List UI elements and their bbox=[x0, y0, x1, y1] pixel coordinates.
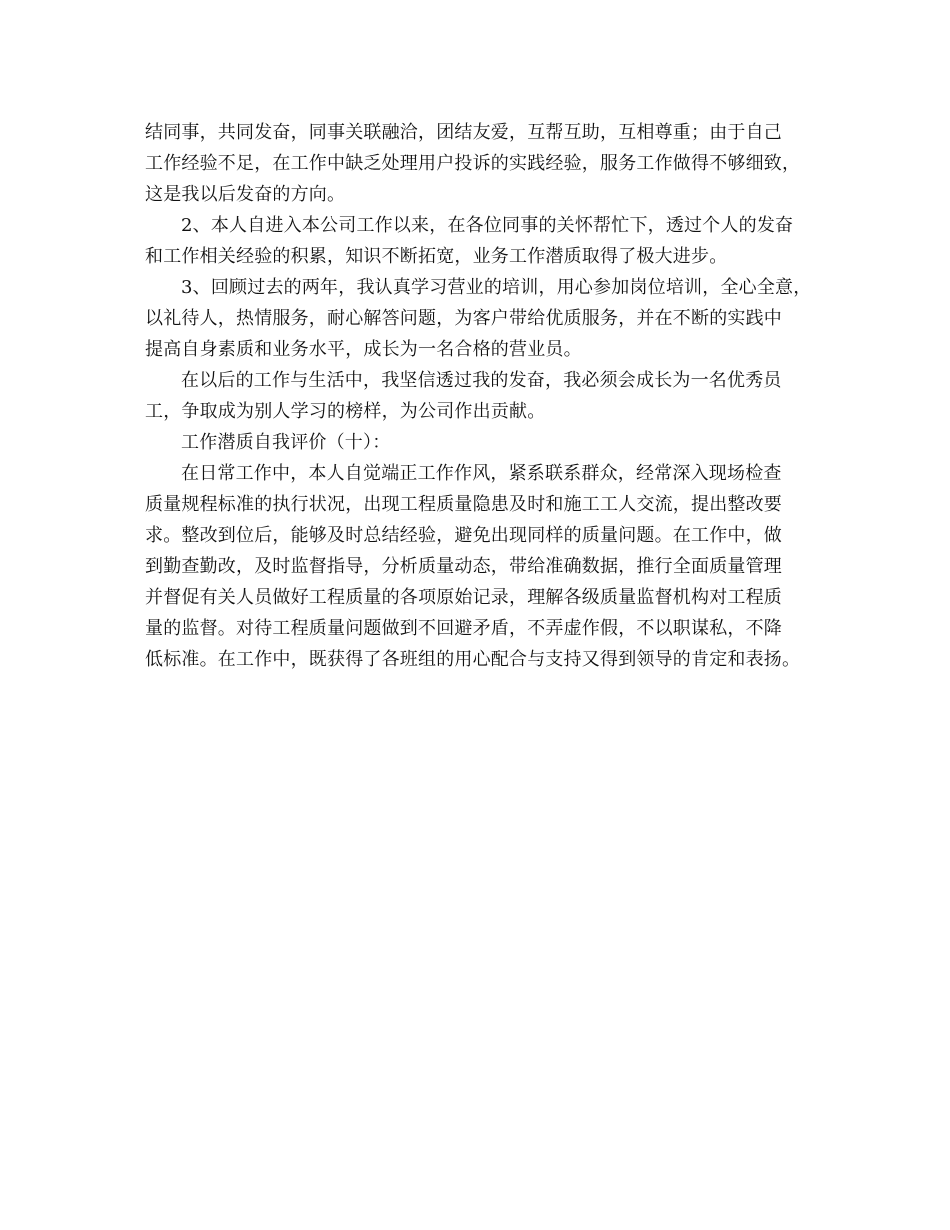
text-line: 并督促有关人员做好工程质量的各项原始记录，理解各级质量监督机构对工程质 bbox=[145, 587, 782, 608]
text-line: 结同事，共同发奋，同事关联融洽，团结友爱，互帮互助，互相尊重；由于自己 bbox=[145, 122, 782, 143]
section-heading: 工作潜质自我评价（十）： bbox=[181, 432, 391, 453]
text-line: 工，争取成为别人学习的榜样，为公司作出贡献。 bbox=[145, 401, 546, 422]
text-line: 工作经验不足，在工作中缺乏处理用户投诉的实践经验，服务工作做得不够细致， bbox=[145, 153, 801, 174]
text-line: 求。整改到位后，能够及时总结经验，避免出现同样的质量问题。在工作中，做 bbox=[145, 525, 782, 546]
text-line: 和工作相关经验的积累，知识不断拓宽，业务工作潜质取得了极大进步。 bbox=[145, 246, 728, 267]
text-line: 量的监督。对待工程质量问题做到不回避矛盾，不弄虚作假，不以职谋私，不降 bbox=[145, 618, 782, 639]
text-line: 在以后的工作与生活中，我坚信透过我的发奋，我必须会成长为一名优秀员 bbox=[181, 370, 782, 391]
document-body bbox=[145, 117, 825, 675]
text-line: 2、本人自进入本公司工作以来，在各位同事的关怀帮忙下，透过个人的发奋 bbox=[181, 215, 794, 236]
text-line: 3、回顾过去的两年，我认真学习营业的培训，用心参加岗位培训，全心全意， bbox=[181, 277, 812, 298]
text-line: 以礼待人，热情服务，耐心解答问题，为客户带给优质服务，并在不断的实践中 bbox=[145, 308, 782, 329]
text-line: 在日常工作中，本人自觉端正工作作风，紧系联系群众，经常深入现场检查 bbox=[181, 463, 782, 484]
text-line: 质量规程标准的执行状况，出现工程质量隐患及时和施工工人交流，提出整改要 bbox=[145, 494, 782, 515]
text-line: 这是我以后发奋的方向。 bbox=[145, 184, 346, 205]
text-line: 到勤查勤改，及时监督指导，分析质量动态，带给准确数据，推行全面质量管理 bbox=[145, 556, 782, 577]
text-line: 提高自身素质和业务水平，成长为一名合格的营业员。 bbox=[145, 339, 582, 360]
text-line: 低标准。在工作中，既获得了各班组的用心配合与支持又得到领导的肯定和表扬。 bbox=[145, 649, 801, 670]
